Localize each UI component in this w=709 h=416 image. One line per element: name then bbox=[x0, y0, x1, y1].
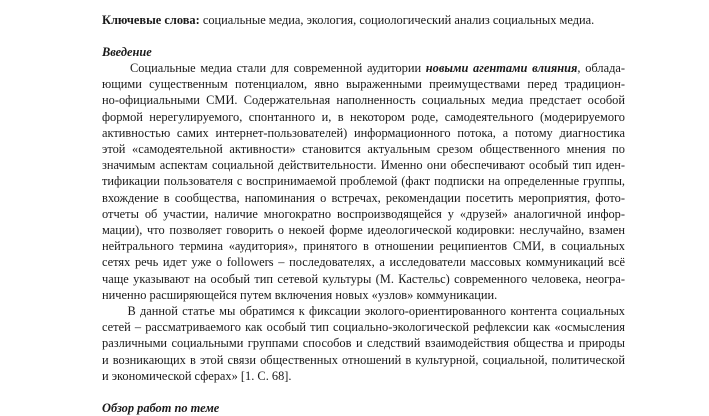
paragraph-line: вхождение в сообщества, напоминания о встречах, рекомендации посетить мероприятия, фото- bbox=[102, 190, 625, 205]
paragraph-line: этой «самодеятельной активности» становится актуальным срезом общественного мнения по bbox=[102, 142, 625, 157]
paragraph-line: тификации пользователя с воспринимаемой проблемой (факт подписки на определенные группы, bbox=[102, 174, 625, 189]
section-heading-intro: Введение bbox=[102, 45, 152, 59]
paragraph-line: чаще указывают на особый тип сетевой культуры (М. Кастельс) современного человека, неогра- bbox=[102, 271, 625, 286]
paragraph-line: мации), что позволяет говорить о некоей форме идеологической кодировки: неслучайно, взамен bbox=[102, 223, 625, 238]
paragraph-line: сетях речь идет уже о followers – последователях, а исследователи массовых коммуникаций всё bbox=[102, 255, 625, 270]
keywords-label: Ключевые слова: bbox=[102, 13, 200, 27]
paragraph-line: и возникающих в этой связи общественных отношений в культурной, социальной, политической bbox=[102, 352, 625, 367]
paragraph-line: активностью самих интернет-пользователей) информационного потока, а потому диагностика bbox=[102, 125, 625, 140]
paragraph-line bbox=[102, 60, 625, 76]
paragraph-text: , облада- bbox=[577, 61, 625, 75]
paragraph-line bbox=[102, 303, 625, 319]
paragraph-line: нейтрального термина «аудитория», принятого в отношении реципиентов СМИ, в социальных bbox=[102, 239, 625, 254]
keywords-text: социальные медиа, экология, социологический анализ социальных медиа. bbox=[202, 13, 595, 27]
paragraph-line: значимым аспектам социальной действительности. Именно они обеспечивают особый тип иден- bbox=[102, 158, 625, 173]
emphasis-text: новыми агентами влияния bbox=[425, 61, 578, 75]
intro-paragraph-1 bbox=[102, 60, 625, 303]
paragraph-line: формой нерегулируемого, спонтанного и, в некотором роде, самодеятельного (модерируемого bbox=[102, 109, 625, 124]
paragraph-line: но-официальными СМИ. Содержательная наполненность социальных медиа предстает особой bbox=[102, 93, 625, 108]
keywords-line bbox=[102, 12, 625, 28]
paragraph-line: ниченно расширяющейся путем включения новых «узлов» коммуникации. bbox=[102, 287, 498, 302]
section-heading-review: Обзор работ по теме bbox=[102, 401, 220, 416]
paragraph-text: В данной статье мы обратимся к фиксации эколого-ориентированного контента социальных bbox=[127, 304, 625, 319]
paragraph-line: ющими существенным потенциалом, явно выраженными преимуществами перед традицион- bbox=[102, 77, 625, 92]
intro-paragraph-2 bbox=[102, 303, 625, 384]
paragraph-text: Социальные медиа стали для современной аудитории bbox=[130, 61, 426, 75]
article-page bbox=[102, 12, 625, 416]
paragraph-line: сетей – рассматриваемого как особый тип социально-экологической рефлексии как «осмысления bbox=[102, 320, 625, 335]
paragraph-line: и экономической сферах» [1. С. 68]. bbox=[102, 368, 292, 383]
paragraph-line: отчеты об участии, наличие многократно воспроизводящейся у «друзей» аналогичной инфор- bbox=[102, 206, 625, 221]
paragraph-line: различными социальными группами способов и следствий взаимодействия общества и природы bbox=[102, 336, 625, 351]
